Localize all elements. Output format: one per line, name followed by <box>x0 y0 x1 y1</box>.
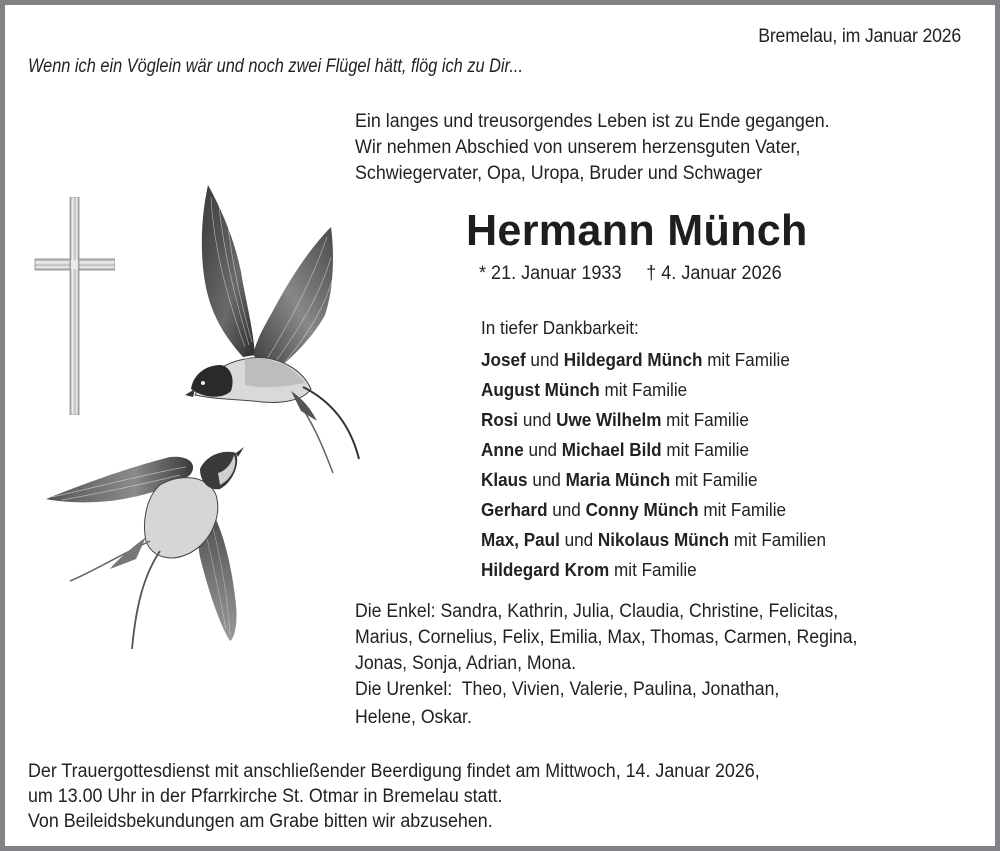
mourner-name: Rosi <box>481 410 519 430</box>
great-grandchildren-line: Helene, Oskar. <box>355 707 472 728</box>
epigraph-quote: Wenn ich ein Vöglein wär und noch zwei Flügel hätt, flög ich zu Dir... <box>28 56 523 77</box>
family-suffix: mit Familie <box>661 440 749 460</box>
swallow-upper-illustration <box>183 177 373 477</box>
mourner-row <box>481 345 826 375</box>
conjunction: und <box>518 410 557 430</box>
intro-line: Ein langes und treusorgendes Leben ist zu Ende gegangen. <box>355 111 830 132</box>
conjunction: und <box>525 350 564 370</box>
mourner-name: Hildegard Münch <box>563 350 703 370</box>
mourner-name: Josef <box>481 350 526 370</box>
funeral-info <box>28 759 760 834</box>
family-suffix: mit Familie <box>661 410 749 430</box>
family-suffix: mit Familie <box>599 380 688 400</box>
conjunction: und <box>547 500 586 520</box>
funeral-info-line: Von Beileidsbekundungen am Grabe bitten wir abzusehen. <box>28 811 493 832</box>
mourner-row <box>481 495 826 525</box>
cross-icon <box>33 197 115 415</box>
mourner-row <box>481 405 826 435</box>
family-suffix: mit Familie <box>702 350 790 370</box>
mourner-name: Hildegard Krom <box>481 560 610 580</box>
mourner-name: Uwe Wilhelm <box>556 410 662 430</box>
family-suffix: mit Familie <box>698 500 787 520</box>
great-grandchildren-line: Die Urenkel: Theo, Vivien, Valerie, Paulina, Jonathan, <box>355 679 780 700</box>
family-suffix: mit Familie <box>609 560 697 580</box>
swallow-lower-illustration <box>40 445 260 655</box>
mourner-name: Nikolaus Münch <box>597 530 730 550</box>
birth-date: * 21. Januar 1933 <box>479 263 622 284</box>
family-suffix: mit Familie <box>670 470 758 490</box>
funeral-info-line: Der Trauergottesdienst mit anschließender Beerdigung findet am Mittwoch, 14. Januar 2026, <box>28 761 760 782</box>
mourner-name: Max, Paul <box>481 530 560 550</box>
mourner-name: Michael Bild <box>561 440 662 460</box>
mourner-row <box>481 465 826 495</box>
deceased-name: Hermann Münch <box>466 206 808 255</box>
grandchildren-line: Jonas, Sonja, Adrian, Mona. <box>355 653 577 674</box>
grandchildren-line: Die Enkel: Sandra, Kathrin, Julia, Claudia, Christine, Felicitas, <box>355 601 839 622</box>
life-dates <box>479 263 782 285</box>
intro-line: Schwiegervater, Opa, Uropa, Bruder und Schwager <box>355 163 763 184</box>
conjunction: und <box>559 530 598 550</box>
intro-text <box>355 109 830 187</box>
mourner-name: Gerhard <box>481 500 548 520</box>
funeral-info-line: um 13.00 Uhr in der Pfarrkirche St. Otmar in Bremelau statt. <box>28 786 503 807</box>
intro-line: Wir nehmen Abschied von unserem herzensguten Vater, <box>355 137 801 158</box>
mourner-name: Conny Münch <box>585 500 699 520</box>
mourner-row <box>481 435 826 465</box>
descendants-block <box>355 599 857 731</box>
conjunction: und <box>527 470 566 490</box>
grandchildren-line: Marius, Cornelius, Felix, Emilia, Max, Thomas, Carmen, Regina, <box>355 627 858 648</box>
mourner-name: August Münch <box>481 380 600 400</box>
death-date: † 4. Januar 2026 <box>646 263 782 284</box>
mourners-heading: In tiefer Dankbarkeit: <box>481 318 639 338</box>
mourner-row <box>481 375 826 405</box>
mourner-name: Anne <box>481 440 524 460</box>
mourner-name: Maria Münch <box>565 470 671 490</box>
mourner-row <box>481 525 826 555</box>
mourner-name: Klaus <box>481 470 528 490</box>
place-date: Bremelau, im Januar 2026 <box>758 26 961 47</box>
mourner-row <box>481 555 826 585</box>
conjunction: und <box>523 440 562 460</box>
obituary-notice <box>5 5 995 846</box>
family-suffix: mit Familien <box>729 530 826 550</box>
mourners-list <box>481 311 826 585</box>
